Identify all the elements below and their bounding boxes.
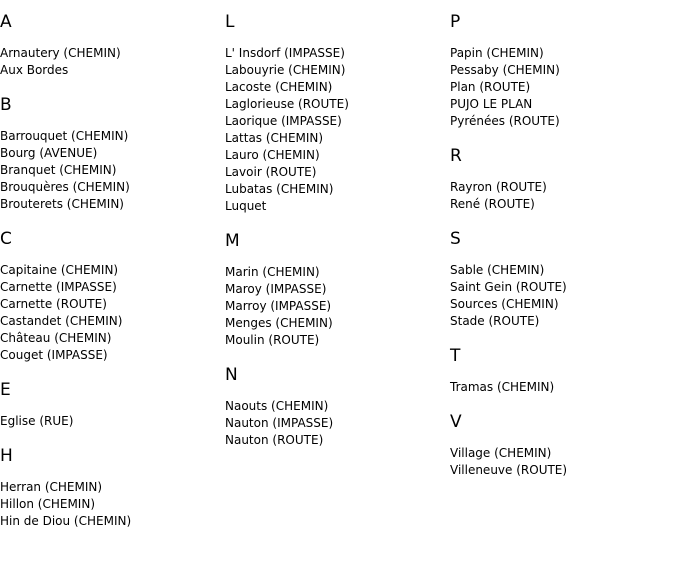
street-list — [225, 398, 450, 449]
letter-heading: E — [0, 380, 11, 400]
street-link[interactable]: Arnautery (CHEMIN) — [0, 46, 121, 60]
street-link[interactable]: Marin (CHEMIN) — [225, 265, 320, 279]
letter-heading: R — [450, 146, 462, 166]
letter-heading: P — [450, 12, 461, 32]
street-link[interactable]: Maroy (IMPASSE) — [225, 282, 327, 296]
street-link[interactable]: Sable (CHEMIN) — [450, 263, 545, 277]
street-link[interactable]: Rayron (ROUTE) — [450, 180, 547, 194]
street-link[interactable]: Papin (CHEMIN) — [450, 46, 544, 60]
letter-heading: B — [0, 95, 12, 115]
street-link[interactable]: Nauton (ROUTE) — [225, 433, 324, 447]
street-link[interactable]: Villeneuve (ROUTE) — [450, 463, 568, 477]
street-link[interactable]: Hillon (CHEMIN) — [0, 497, 96, 511]
letter-heading: C — [0, 229, 12, 249]
letter-group — [0, 380, 225, 430]
street-list — [450, 179, 675, 213]
street-column-2 — [225, 0, 450, 465]
street-link[interactable]: Carnette (ROUTE) — [0, 297, 107, 311]
street-link[interactable]: Lacoste (CHEMIN) — [225, 80, 333, 94]
street-list — [0, 262, 225, 364]
street-link[interactable]: Lauro (CHEMIN) — [225, 148, 320, 162]
street-link[interactable]: Marroy (IMPASSE) — [225, 299, 332, 313]
street-list — [0, 413, 225, 430]
street-link[interactable]: Stade (ROUTE) — [450, 314, 540, 328]
street-link[interactable]: Herran (CHEMIN) — [0, 480, 103, 494]
street-list — [225, 264, 450, 349]
street-link[interactable]: PUJO LE PLAN — [450, 97, 533, 111]
street-column-3 — [450, 0, 675, 495]
street-link[interactable]: L' Insdorf (IMPASSE) — [225, 46, 345, 60]
street-link[interactable]: Eglise (RUE) — [0, 414, 74, 428]
street-column-1 — [0, 0, 225, 546]
street-link[interactable]: Lattas (CHEMIN) — [225, 131, 324, 145]
street-link[interactable]: Moulin (ROUTE) — [225, 333, 320, 347]
street-link[interactable]: Menges (CHEMIN) — [225, 316, 333, 330]
street-list — [0, 45, 225, 79]
street-link[interactable]: Tramas (CHEMIN) — [450, 380, 555, 394]
street-link[interactable]: Aux Bordes — [0, 63, 69, 77]
letter-heading: T — [450, 346, 461, 366]
street-link[interactable]: Castandet (CHEMIN) — [0, 314, 123, 328]
letter-heading: M — [225, 231, 240, 251]
letter-group — [225, 231, 450, 349]
letter-group — [0, 12, 225, 79]
street-link[interactable]: Sources (CHEMIN) — [450, 297, 559, 311]
letter-group — [450, 146, 675, 213]
street-link[interactable]: René (ROUTE) — [450, 197, 535, 211]
street-list — [0, 128, 225, 213]
street-link[interactable]: Couget (IMPASSE) — [0, 348, 108, 362]
street-link[interactable]: Bourg (AVENUE) — [0, 146, 98, 160]
letter-heading: H — [0, 446, 13, 466]
letter-group — [450, 229, 675, 330]
letter-group — [450, 346, 675, 396]
street-link[interactable]: Plan (ROUTE) — [450, 80, 531, 94]
letter-group — [0, 446, 225, 530]
street-link[interactable]: Nauton (IMPASSE) — [225, 416, 334, 430]
street-link[interactable]: Capitaine (CHEMIN) — [0, 263, 119, 277]
street-link[interactable]: Pessaby (CHEMIN) — [450, 63, 560, 77]
street-link[interactable]: Laglorieuse (ROUTE) — [225, 97, 349, 111]
street-list — [450, 379, 675, 396]
street-link[interactable]: Village (CHEMIN) — [450, 446, 552, 460]
letter-group — [450, 12, 675, 130]
letter-heading: L — [225, 12, 235, 32]
letter-heading: V — [450, 412, 462, 432]
street-link[interactable]: Barrouquet (CHEMIN) — [0, 129, 129, 143]
letter-group — [450, 412, 675, 479]
letter-group — [0, 229, 225, 364]
street-link[interactable]: Brouterets (CHEMIN) — [0, 197, 124, 211]
street-link[interactable]: Labouyrie (CHEMIN) — [225, 63, 346, 77]
street-link[interactable]: Carnette (IMPASSE) — [0, 280, 117, 294]
letter-group — [225, 12, 450, 215]
street-link[interactable]: Naouts (CHEMIN) — [225, 399, 329, 413]
street-link[interactable]: Lubatas (CHEMIN) — [225, 182, 334, 196]
street-link[interactable]: Saint Gein (ROUTE) — [450, 280, 567, 294]
street-list — [450, 445, 675, 479]
street-link[interactable]: Brouquères (CHEMIN) — [0, 180, 130, 194]
letter-heading: S — [450, 229, 461, 249]
street-link[interactable]: Branquet (CHEMIN) — [0, 163, 117, 177]
street-link[interactable]: Château (CHEMIN) — [0, 331, 112, 345]
letter-heading: N — [225, 365, 238, 385]
street-link[interactable]: Luquet — [225, 199, 267, 213]
street-link[interactable]: Hin de Diou (CHEMIN) — [0, 514, 132, 528]
letter-heading: A — [0, 12, 12, 32]
street-link[interactable]: Pyrénées (ROUTE) — [450, 114, 560, 128]
street-list — [450, 262, 675, 330]
street-link[interactable]: Laorique (IMPASSE) — [225, 114, 342, 128]
street-link[interactable]: Lavoir (ROUTE) — [225, 165, 317, 179]
letter-group — [0, 95, 225, 213]
street-list — [450, 45, 675, 130]
letter-group — [225, 365, 450, 449]
street-list — [0, 479, 225, 530]
street-list — [225, 45, 450, 215]
